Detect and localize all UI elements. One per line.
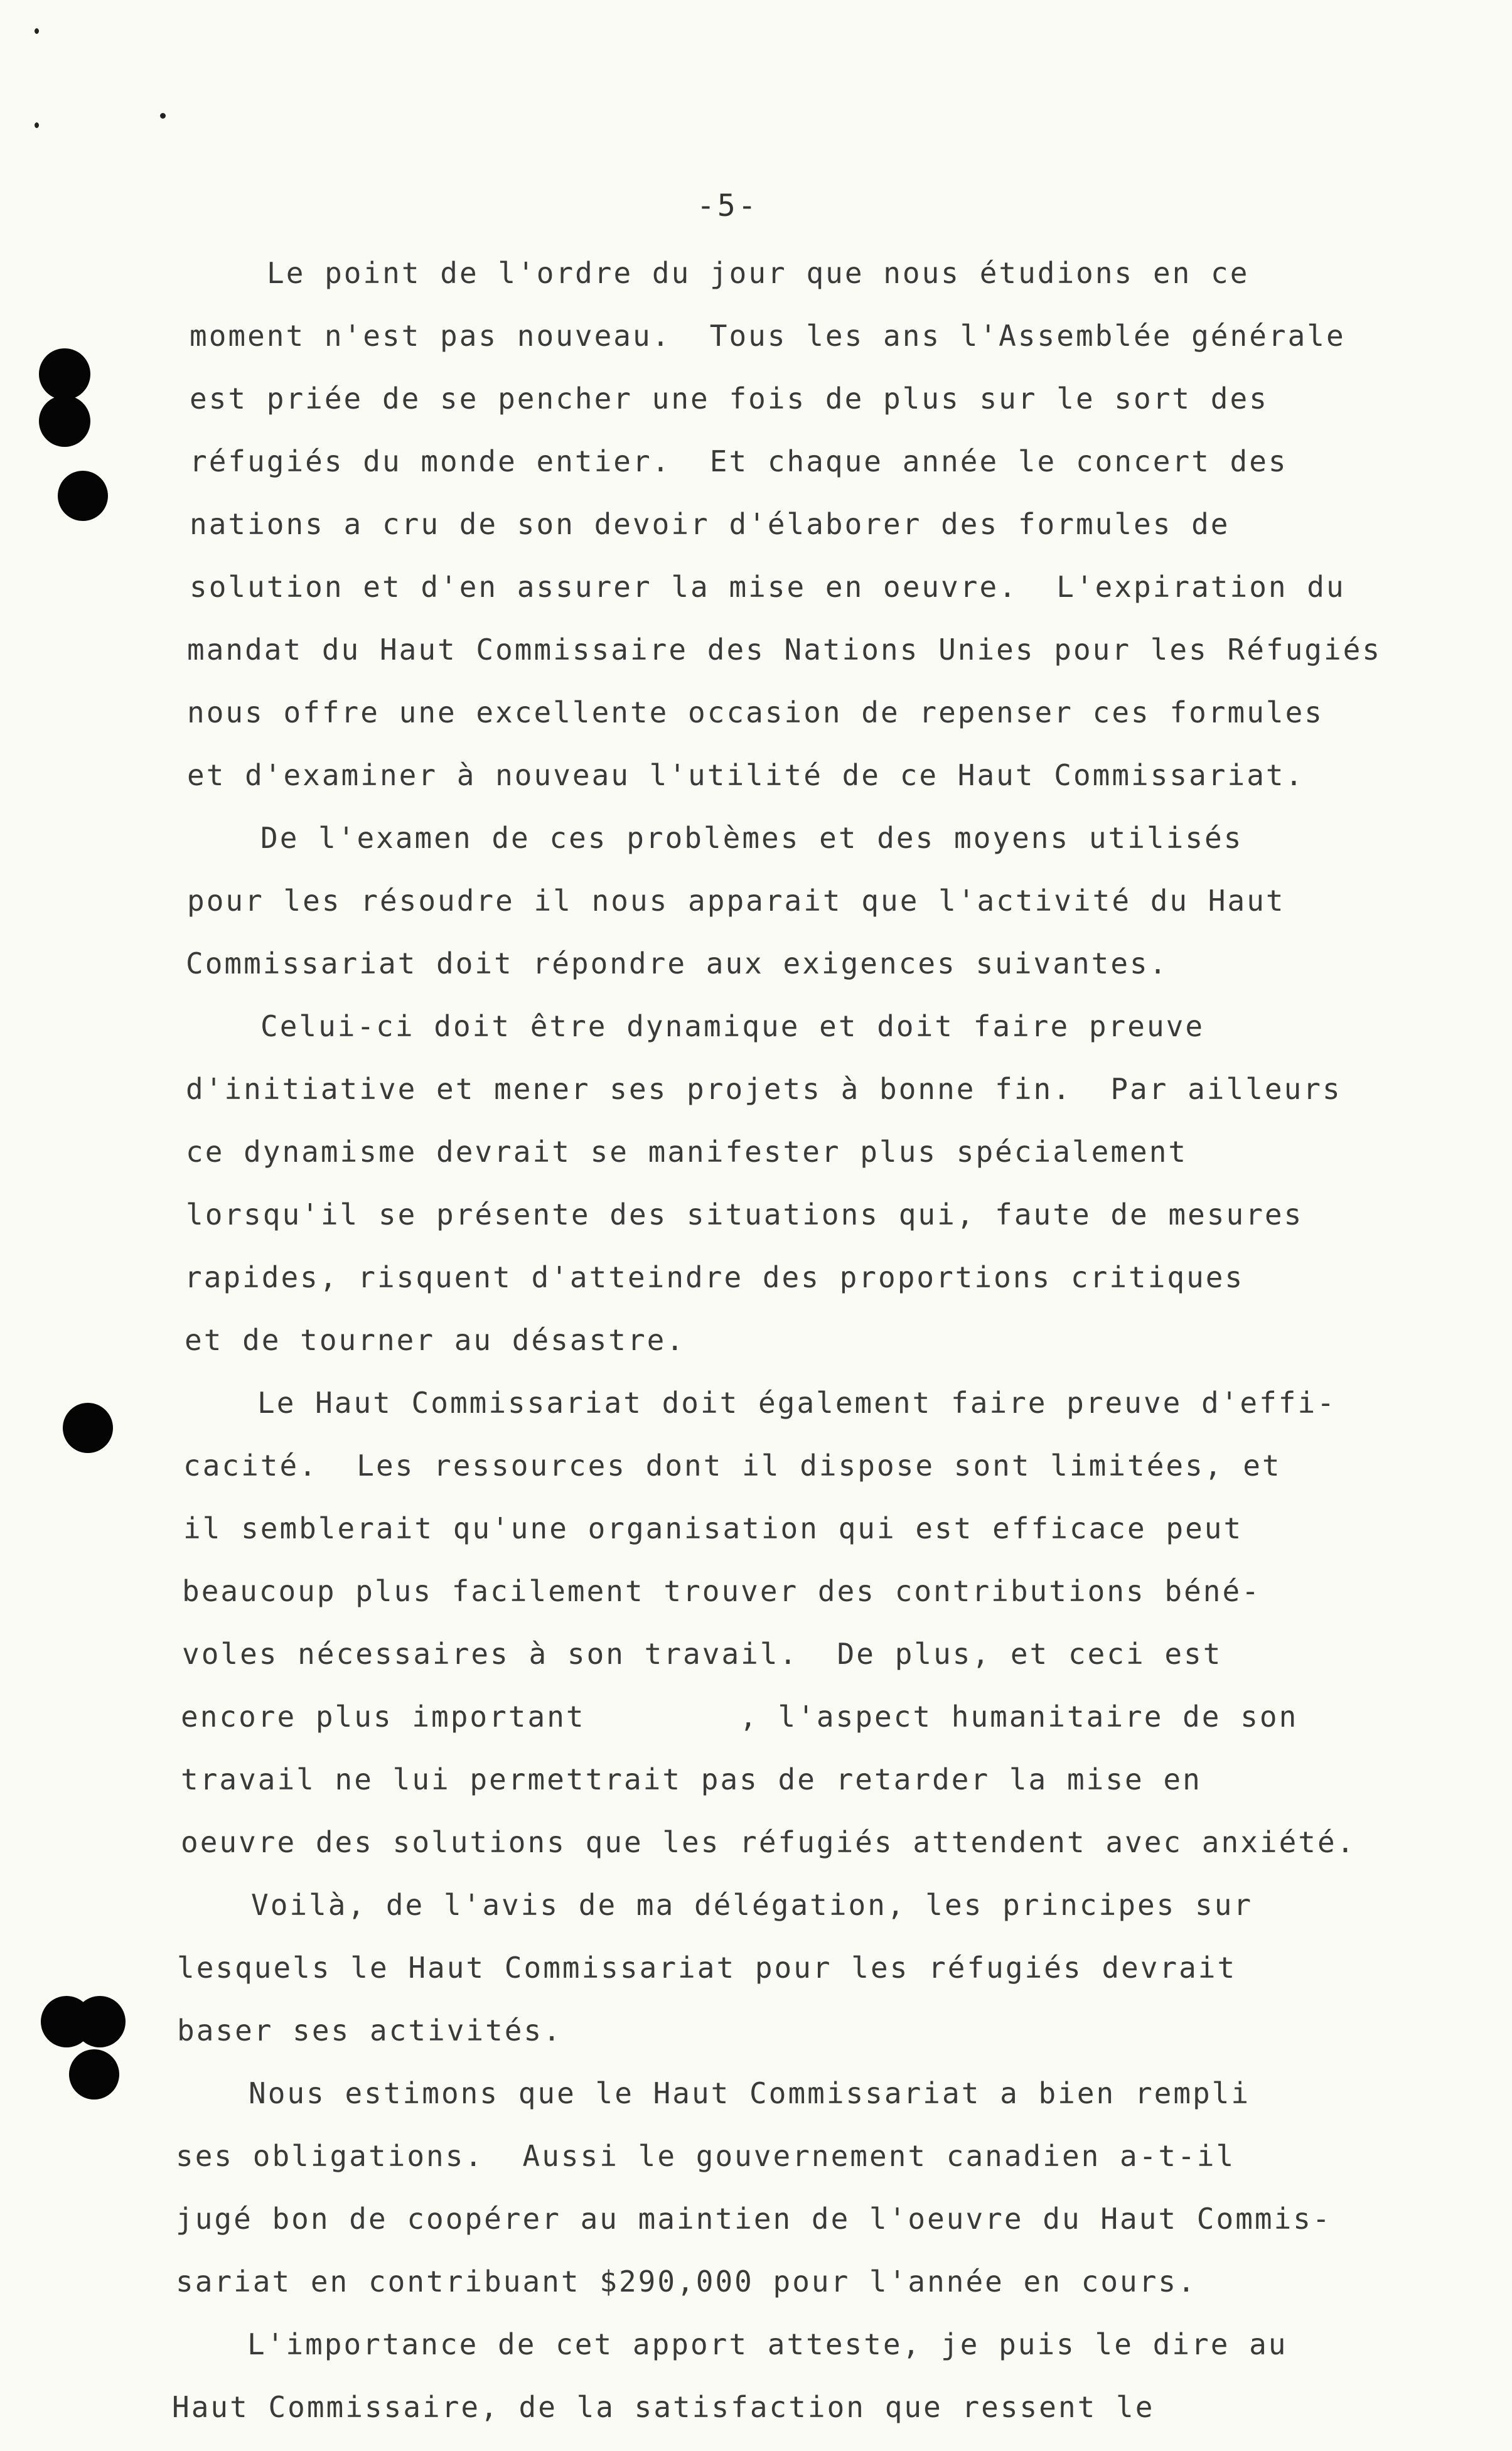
punch-hole — [58, 471, 108, 521]
text-line: solution et d'en assurer la mise en oeuvre. L'expiration du — [190, 570, 1346, 604]
text-line: L'importance de cet apport atteste, je puis le dire au — [247, 2327, 1288, 2361]
text-line: et d'examiner à nouveau l'utilité de ce Haut Commissariat. — [187, 758, 1305, 792]
text-line: pour les résoudre il nous apparait que l'activité du Haut — [187, 884, 1285, 918]
punch-hole — [63, 1403, 113, 1453]
ink-speck — [160, 113, 166, 119]
text-line: jugé bon de coopérer au maintien de l'oeuvre du Haut Commis- — [176, 2202, 1332, 2236]
punch-hole — [74, 1996, 126, 2047]
text-line: oeuvre des solutions que les réfugiés attendent avec anxiété. — [181, 1825, 1356, 1859]
text-line: rapides, risquent d'atteindre des proportions critiques — [185, 1260, 1245, 1294]
text-line: cacité. Les ressources dont il dispose sont limitées, et — [183, 1449, 1282, 1483]
text-line: lorsqu'il se présente des situations qui, faute de mesures — [186, 1198, 1304, 1231]
text-line: Nous estimons que le Haut Commissariat a bien rempli — [249, 2076, 1251, 2110]
text-line: Le point de l'ordre du jour que nous étudions en ce — [267, 256, 1250, 290]
punch-hole — [39, 348, 90, 400]
text-line: nations a cru de son devoir d'élaborer des formules de — [190, 507, 1230, 541]
text-line: voles nécessaires à son travail. De plus, et ceci est — [182, 1637, 1223, 1671]
text-line: beaucoup plus facilement trouver des contributions béné- — [182, 1574, 1261, 1608]
text-line: nous offre une excellente occasion de repenser ces formules — [187, 695, 1324, 729]
text-line: ce dynamisme devrait se manifester plus spécialement — [186, 1135, 1188, 1169]
text-line: d'initiative et mener ses projets à bonne fin. Par ailleurs — [186, 1072, 1342, 1106]
text-line: Voilà, de l'avis de ma délégation, les principes sur — [251, 1888, 1253, 1922]
text-line: encore plus important , l'aspect humanitaire de son — [181, 1700, 1299, 1734]
text-line: sariat en contribuant $290,000 pour l'année en cours. — [176, 2265, 1197, 2298]
text-line: Commissariat doit répondre aux exigences suivantes. — [186, 947, 1169, 980]
page-number: -5- — [697, 188, 759, 223]
text-line: il semblerait qu'une organisation qui est efficace peut — [183, 1511, 1243, 1545]
text-line: Haut Commissaire, de la satisfaction que ressent le — [172, 2390, 1155, 2424]
text-line: est priée de se pencher une fois de plus sur le sort des — [190, 382, 1268, 416]
punch-hole — [69, 2049, 119, 2100]
text-line: De l'examen de ces problèmes et des moyens utilisés — [260, 821, 1243, 855]
text-line: mandat du Haut Commissaire des Nations Unies pour les Réfugiés — [187, 633, 1382, 667]
punch-hole — [39, 395, 90, 447]
text-line: ses obligations. Aussi le gouvernement canadien a-t-il — [176, 2139, 1236, 2173]
text-line: lesquels le Haut Commissariat pour les réfugiés devrait — [177, 1951, 1237, 1985]
text-line: Le Haut Commissariat doit également faire preuve d'effi- — [257, 1386, 1336, 1420]
ink-speck — [35, 28, 39, 34]
ink-speck — [35, 122, 39, 128]
text-line: moment n'est pas nouveau. Tous les ans l'Assemblée générale — [190, 319, 1346, 353]
text-line: et de tourner au désastre. — [185, 1323, 686, 1357]
text-line: réfugiés du monde entier. Et chaque année le concert des — [190, 444, 1288, 478]
text-line: travail ne lui permettrait pas de retarder la mise en — [181, 1762, 1202, 1796]
text-line: Celui-ci doit être dynamique et doit faire preuve — [260, 1009, 1205, 1043]
text-line: baser ses activités. — [177, 2014, 562, 2047]
